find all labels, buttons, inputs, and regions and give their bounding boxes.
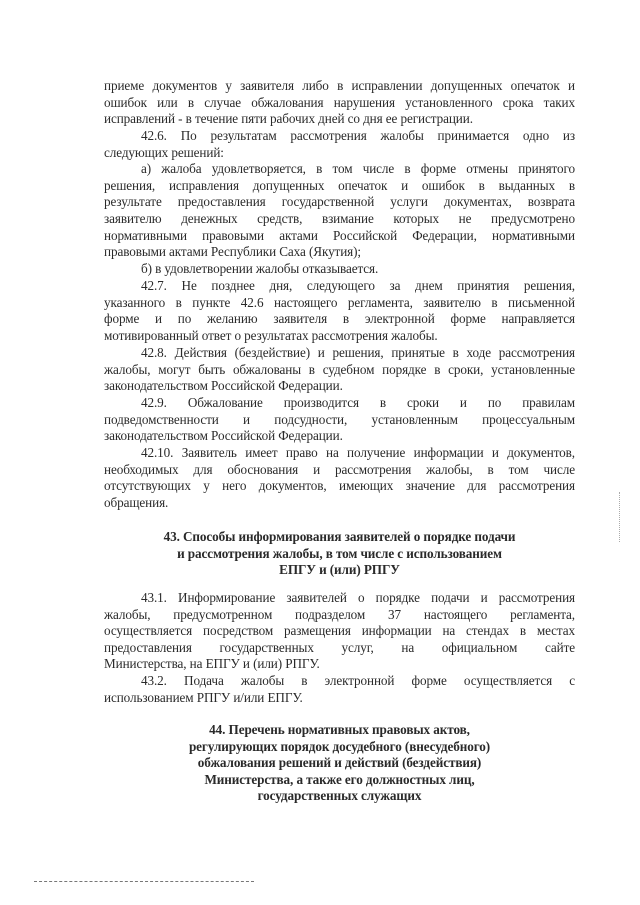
text-line: отсутствующих у него документов, имеющих значение для рассмотрения: [104, 478, 575, 494]
text-line: жалобы, предусмотренном подразделом 37 настоящего регламента,: [104, 606, 575, 622]
text-line: 42.9. Обжалование производится в сроки и по правилам: [141, 395, 575, 410]
text-line: решения, исправления допущенных опечаток и ошибок в выданных в: [104, 177, 575, 193]
heading-line: обжалования решений и действий (бездействия): [197, 755, 482, 771]
text-line: форме и по желанию заявителя в электронной форме направляется: [104, 311, 575, 327]
paragraph-42-8: [104, 345, 575, 395]
text-line: мотивированный ответ о результатах рассмотрения жалобы.: [104, 327, 438, 343]
text-line: использованием РПГУ и/или ЕПГУ.: [104, 689, 303, 705]
paragraph-43-2: [104, 673, 575, 706]
text-line: необходимых для обоснования и рассмотрения жалобы, в том числе: [104, 461, 575, 477]
heading-line: 44. Перечень нормативных правовых актов,: [209, 722, 470, 737]
scan-margin-mark: [619, 492, 623, 542]
heading-line: и рассмотрения жалобы, в том числе с использованием: [177, 545, 502, 561]
text-line: результате предоставления государственной услуги документах, возврата: [104, 194, 575, 210]
text-line: законодательством Российской Федерации.: [104, 428, 343, 444]
text-line: подведомственности и подсудности, установленным процессуальным: [104, 411, 575, 427]
text-line: обращения.: [104, 494, 169, 510]
heading-line: государственных служащих: [257, 788, 422, 804]
text-line: правовыми актами Республики Саха (Якутия);: [104, 244, 361, 260]
text-line: законодательством Российской Федерации.: [104, 378, 343, 394]
heading-line: ЕПГУ и (или) РПГУ: [279, 562, 400, 578]
paragraph-42-5-continuation: [104, 78, 575, 128]
text-line: исправлений - в течение пяти рабочих дней со дня ее регистрации.: [104, 111, 473, 127]
text-line: жалобы, могут быть обжалованы в судебном порядке в сроки, установленные: [104, 361, 575, 377]
text-line: а) жалоба удовлетворяется, в том числе в форме отмены принятого: [141, 161, 575, 177]
text-line: 42.10. Заявитель имеет право на получение информации и документов,: [141, 445, 575, 460]
text-line: указанного в пункте 42.6 настоящего регламента, заявителю в письменной: [104, 294, 575, 310]
footer-rule: [34, 881, 254, 882]
text-line: следующих решений:: [104, 144, 224, 160]
paragraph-42-7: [104, 278, 575, 344]
text-line: Министерства, на ЕПГУ и (или) РПГУ.: [104, 656, 320, 672]
text-line: предоставления государственных услуг, на официальном сайте: [104, 639, 575, 655]
text-line: осуществляется посредством размещения информации на стендах в местах: [104, 623, 575, 639]
text-line: заявителю денежных средств, взимание которых не предусмотрено: [104, 210, 575, 226]
paragraph-42-6: [104, 128, 575, 277]
paragraph-42-9: [104, 395, 575, 445]
paragraph-43-1: [104, 590, 575, 673]
heading-line: Министерства, а также его должностных лиц,: [204, 771, 475, 787]
section-43-heading: [104, 529, 575, 579]
text-line: ошибок или в случае обжалования нарушения установленного срока таких: [104, 94, 575, 110]
text-line: 43.1. Информирование заявителей о порядке подачи и рассмотрения: [141, 590, 575, 605]
text-line: приеме документов у заявителя либо в исправлении допущенных опечаток и: [104, 78, 575, 93]
text-line: нормативными правовыми актами Российской Федерации, нормативными: [104, 227, 575, 243]
section-44-heading: [104, 722, 575, 805]
text-line: 42.6. По результатам рассмотрения жалобы принимается одно из: [141, 128, 575, 143]
heading-line: 43. Способы информирования заявителей о порядке подачи: [163, 529, 516, 544]
text-line: 43.2. Подача жалобы в электронной форме осуществляется с: [141, 673, 575, 688]
paragraph-42-10: [104, 445, 575, 511]
heading-line: регулирующих порядок досудебного (внесудебного): [188, 738, 491, 754]
text-line: 42.8. Действия (бездействие) и решения, принятые в ходе рассмотрения: [141, 345, 575, 360]
text-line: б) в удовлетворении жалобы отказывается.: [141, 260, 379, 276]
text-line: 42.7. Не позднее дня, следующего за днем принятия решения,: [141, 278, 575, 293]
